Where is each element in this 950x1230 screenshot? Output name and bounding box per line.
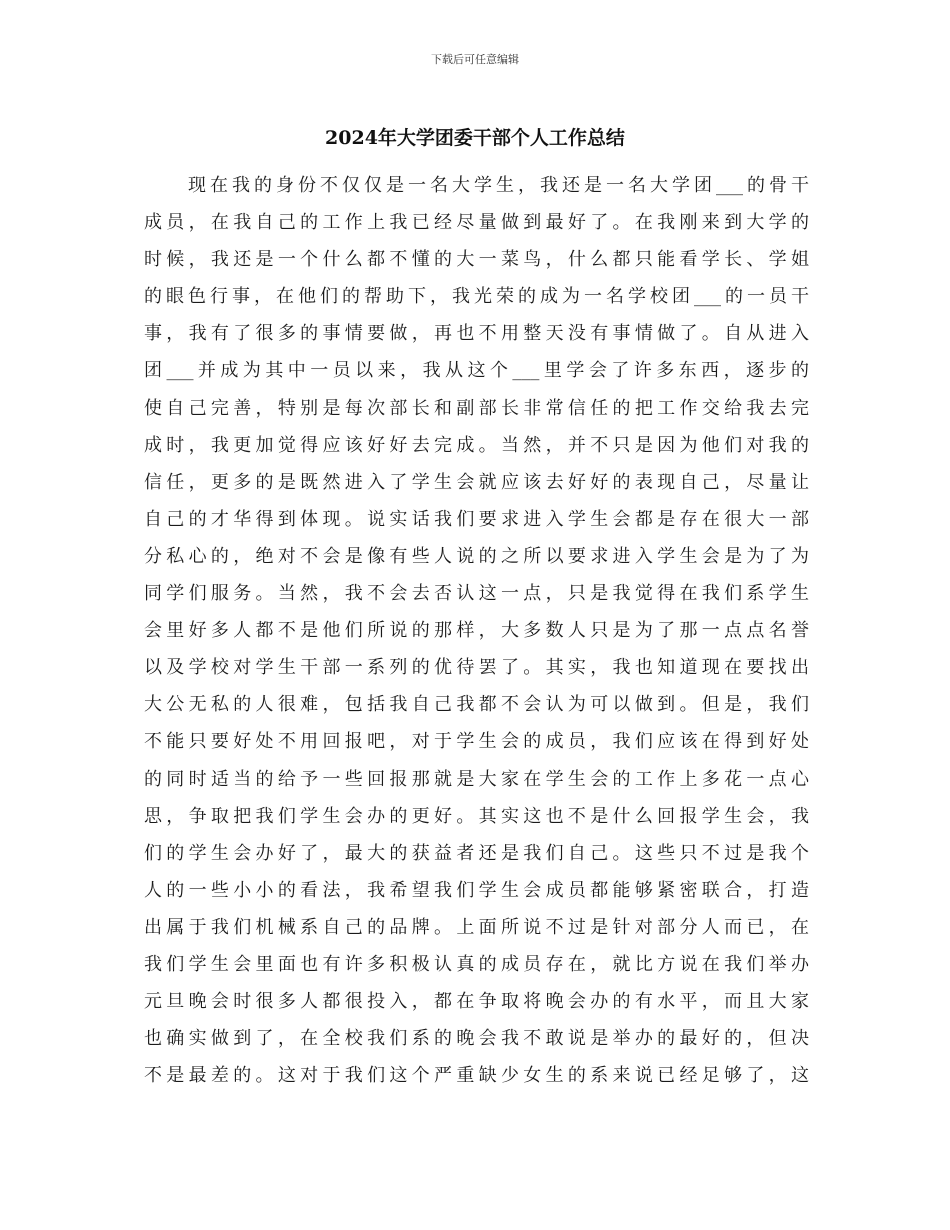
paragraph-line: 们的学生会办好了，最大的获益者还是我们自己。这些只不过是我个 <box>144 842 809 864</box>
paragraph-line: 人的一些小小的看法，我希望我们学生会成员都能够紧密联合，打造 <box>144 879 809 901</box>
body-paragraph <box>144 167 809 1094</box>
paragraph-line: 出属于我们机械系自己的品牌。上面所说不过是针对部分人而已，在 <box>144 916 809 938</box>
paragraph-line: 我们学生会里面也有许多积极认真的成员存在，就比方说在我们举办 <box>144 953 809 975</box>
paragraph-line: 以及学校对学生干部一系列的优待罢了。其实，我也知道现在要找出 <box>144 657 809 679</box>
paragraph-line: 分私心的，绝对不会是像有些人说的之所以要求进入学生会是为了为 <box>144 545 809 567</box>
paragraph-line: 信任，更多的是既然进入了学生会就应该去好好的表现自己，尽量让 <box>144 471 809 493</box>
paragraph-line: 会里好多人都不是他们所说的那样，大多数人只是为了那一点点名誉 <box>144 620 809 642</box>
paragraph-line: 使自己完善，特别是每次部长和副部长非常信任的把工作交给我去完 <box>144 397 809 419</box>
paragraph-line: 大公无私的人很难，包括我自己我都不会认为可以做到。但是，我们 <box>144 694 809 716</box>
paragraph-line: 也确实做到了，在全校我们系的晚会我不敢说是举办的最好的，但决 <box>144 1028 809 1050</box>
paragraph-line: 成员，在我自己的工作上我已经尽量做到最好了。在我刚来到大学的 <box>144 212 809 234</box>
paragraph-line: 不能只要好处不用回报吧，对于学生会的成员，我们应该在得到好处 <box>144 731 809 753</box>
paragraph-line: 自己的才华得到体现。说实话我们要求进入学生会都是存在很大一部 <box>144 508 809 530</box>
paragraph-line: 事，我有了很多的事情要做，再也不用整天没有事情做了。自从进入 <box>144 323 809 345</box>
paragraph-line: 的同时适当的给予一些回报那就是大家在学生会的工作上多花一点心 <box>144 768 809 790</box>
paragraph-line: 不是最差的。这对于我们这个严重缺少女生的系来说已经足够了，这 <box>144 1065 809 1087</box>
document-title: 2024年大学团委干部个人工作总结 <box>325 127 625 149</box>
page-header-note: 下载后可任意编辑 <box>431 53 519 66</box>
paragraph-line: 时候，我还是一个什么都不懂的大一菜鸟，什么都只能看学长、学姐 <box>144 249 809 271</box>
paragraph-line: 同学们服务。当然，我不会去否认这一点，只是我觉得在我们系学生 <box>144 583 809 605</box>
paragraph-line: 元旦晚会时很多人都很投入，都在争取将晚会办的有水平，而且大家 <box>144 991 809 1013</box>
paragraph-line: 思，争取把我们学生会办的更好。其实这也不是什么回报学生会，我 <box>144 805 809 827</box>
paragraph-line: 成时，我更加觉得应该好好去完成。当然，并不只是因为他们对我的 <box>144 434 809 456</box>
paragraph-line: 团___并成为其中一员以来，我从这个___里学会了许多东西，逐步的 <box>144 360 809 382</box>
paragraph-line: 现在我的身份不仅仅是一名大学生，我还是一名大学团___的骨干 <box>188 175 809 196</box>
paragraph-line: 的眼色行事，在他们的帮助下，我光荣的成为一名学校团___的一员干 <box>144 286 809 308</box>
